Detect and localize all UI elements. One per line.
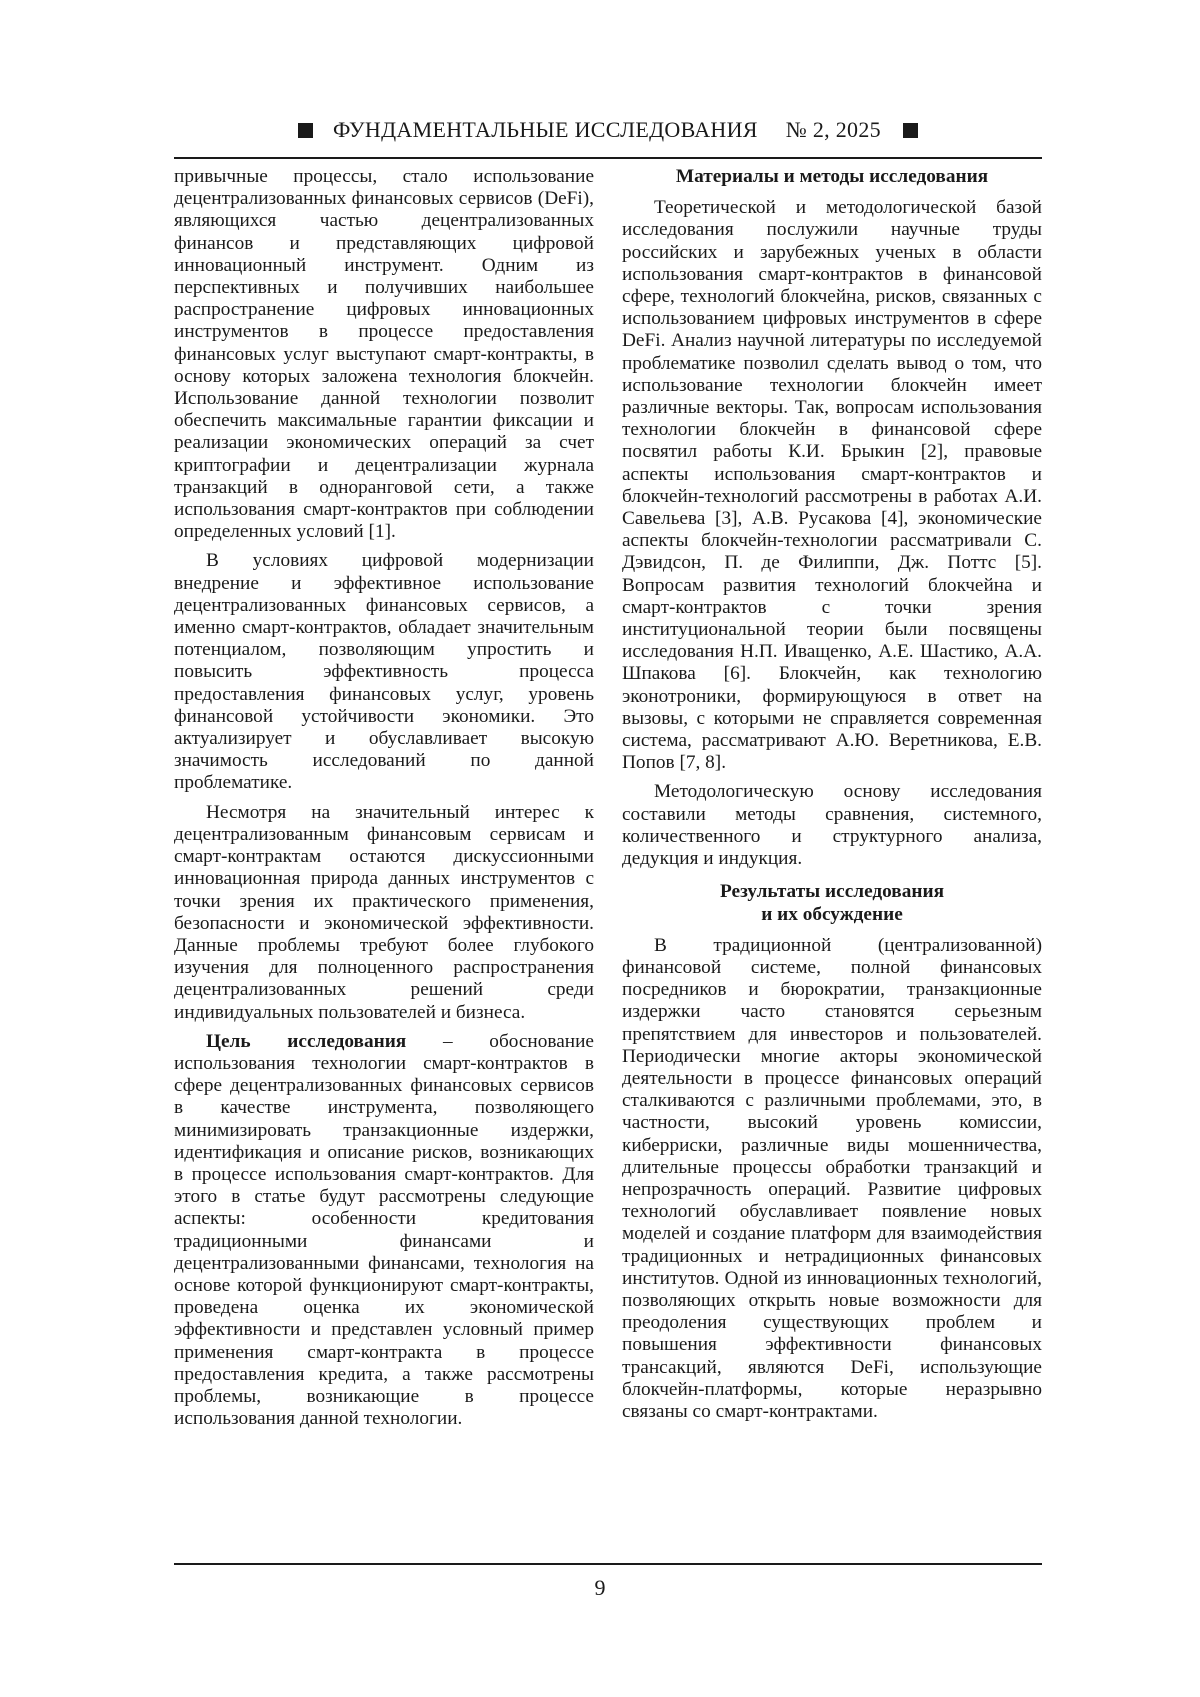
header-divider (174, 157, 1042, 159)
paragraph: Методологическую основу исследования составили методы сравнения, системного, количественного и структурного анализа, дедукция и индукция. (622, 781, 1042, 870)
paragraph: Несмотря на значительный интерес к децентрализованным финансовым сервисам и смарт-контрактам остаются дискуссионными инновационная природа данных инструментов с точки зрения их практического применения, безопасности и экономической эффективности. Данные проблемы требуют более глубокого изучения для полноценного распространения децентрализованных решений среди индивидуальных пользователей и бизнеса. (174, 801, 594, 1023)
page-number: 9 (594, 1575, 606, 1600)
journal-title: ФУНДАМЕНТАЛЬНЫЕ ИССЛЕДОВАНИЯ (333, 117, 758, 142)
footer-divider (174, 1563, 1042, 1565)
paragraph: Теоретической и методологической базой исследования послужили научные труды российских и зарубежных ученых в области использования смарт-контрактов в финансовой сфере, технологий блокчейна, рисков, связанных с использованием цифровых инструментов в сфере DeFi. Анализ научной литературы по исследуемой проблематике позволил сделать вывод о том, что использование технологии блокчейн имеет различные векторы. Так, вопросам использования технологии блокчейн в финансовой сфере посвятил работы К.И. Брыкин [2], правовые аспекты использования смарт-контрактов и блокчейн-технологий рассмотрены в работах А.И. Савельева [3], А.В. Русакова [4], экономические аспекты блокчейн-технологии рассматривали С. Дэвидсон, П. де Филиппи, Дж. Поттс [5]. Вопросам развития технологий блокчейна и смарт-контрактов с точки зрения институциональной теории были посвящены исследования Н.П. Иващенко, А.Е. Шастико, А.А. Шпакова [6]. Блокчейн, как технологию эконотроники, формирующуюся в ответ на вызовы, с которыми не справляется современная система, рассматривают А.Ю. Веретникова, Е.В. Попов [7, 8]. (622, 197, 1042, 774)
paragraph: В традиционной (централизованной) финансовой системе, полной финансовых посредников и бюрократии, транзакционные издержки часто становятся серьезным препятствием для инвесторов и пользователей. Периодически многие акторы экономической деятельности в процессе финансовых операций сталкиваются с различными проблемами, это, в частности, высокий уровень комиссии, киберриски, различные виды мошенничества, длительные процессы обработки транзакций и непрозрачность операций. Развитие цифровых технологий обуславливает появление новых моделей и создание платформ для взаимодействия традиционных и нетрадиционных финансовых институтов. Одной из инновационных технологий, позволяющих открыть новые возможности для преодоления существующих проблем и повышения эффективности финансовых трансакций, являются DeFi, использующие блокчейн-платформы, которые неразрывно связаны со смарт-контрактами. (622, 934, 1042, 1422)
paragraph: В условиях цифровой модернизации внедрение и эффективное использование децентрализованных финансовых сервисов, а именно смарт-контрактов, обладает значительным потенциалом, позволяющим упростить и повысить эффективность процесса предоставления финансовых услуг, уровень финансовой устойчивости экономики. Это актуализирует и обуславливает высокую значимость исследований по данной проблематике. (174, 550, 594, 794)
issue-number: № 2, 2025 (785, 117, 881, 142)
left-column (174, 166, 594, 1437)
research-goal-text: – обоснование использования технологии смарт-контрактов в сфере децентрализованных финансовых сервисов в качестве инструмента, позволяющего минимизировать транзакционные издержки, идентификация и описание рисков, возникающих в процессе использования смарт-контрактов. Для этого в статье будут рассмотрены следующие аспекты: особенности кредитования традиционными финансами и децентрализованными финансами, технология на основе которой функционируют смарт-контракты, проведена оценка их экономической эффективности и представлен условный пример применения смарт-контракта в процессе предоставления кредита, а также рассмотрены проблемы, возникающие в процессе использования данной технологии. (174, 1030, 594, 1430)
right-column (622, 166, 1042, 1430)
square-bullet-icon (903, 123, 918, 138)
section-heading-materials-methods: Материалы и методы исследования (675, 166, 989, 187)
running-header (174, 112, 1042, 148)
section-heading-line: и их обсуждение (761, 903, 903, 925)
paragraph-research-goal (174, 1031, 594, 1431)
section-heading-results (622, 881, 1042, 925)
square-bullet-icon (298, 123, 313, 138)
section-heading-line: Результаты исследования (719, 881, 945, 903)
paragraph: привычные процессы, стало использование децентрализованных финансовых сервисов (DeFi), являющихся частью децентрализованных финансов и представляющих цифровой инновационный инструмент. Одним из перспективных и получивших наибольшее распространение цифровых инновационных инструментов в процессе предоставления финансовых услуг выступают смарт-контракты, в основу которых заложена технология блокчейн. Использование данной технологии позволит обеспечить максимальные гарантии фиксации и реализации экономических операций за счет криптографии и децентрализации журнала транзакций в одноранговой сети, а также использования смарт-контрактов при соблюдении определенных условий [1]. (174, 166, 594, 543)
research-goal-label: Цель исследования (206, 1030, 407, 1052)
